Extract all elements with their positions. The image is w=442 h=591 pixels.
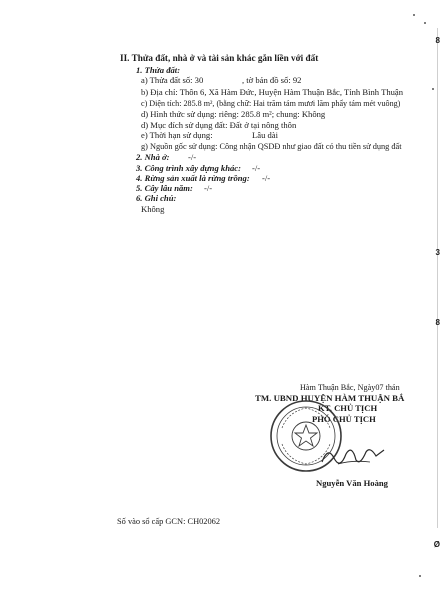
forest-label: 4. Rừng sản xuất là rừng trồng: xyxy=(136,173,250,183)
forest-value: -/- xyxy=(262,173,271,183)
scan-speck xyxy=(432,88,434,90)
construction-label: 3. Công trình xây dựng khác: xyxy=(136,163,241,173)
notes-label: 6. Ghi chú: xyxy=(136,193,177,203)
signer-role-deputy: KT. CHỦ TỊCH xyxy=(318,403,378,413)
edge-mark: 3 xyxy=(435,248,440,257)
usage-term-label: e) Thời hạn sử dụng: xyxy=(141,130,213,140)
page-edge-line xyxy=(437,28,438,528)
house-value: -/- xyxy=(188,152,197,162)
scan-speck xyxy=(413,14,415,16)
map-sheet-number: , tờ bản đồ số: 92 xyxy=(242,75,302,85)
construction-value: -/- xyxy=(252,163,261,173)
usage-term-value: Lâu dài xyxy=(252,130,279,140)
land-heading: 1. Thửa đất: xyxy=(136,65,181,75)
edge-mark: Ø xyxy=(433,540,440,549)
usage-purpose: d) Mục đích sử dụng đất: Đất ở tại nông thôn xyxy=(141,120,297,130)
land-address: b) Địa chỉ: Thôn 6, Xã Hàm Đức, Huyện Hàm Thuận Bắc, Tỉnh Bình Thuận xyxy=(141,87,404,97)
usage-form: d) Hình thức sử dụng: riêng: 285.8 m²; chung: Không xyxy=(141,109,326,119)
house-label: 2. Nhà ở: xyxy=(136,152,170,162)
scan-speck xyxy=(419,575,421,577)
perennial-value: -/- xyxy=(204,183,213,193)
perennial-label: 5. Cây lâu năm: xyxy=(136,183,193,193)
parcel-number: a) Thửa đất số: 30 xyxy=(141,75,204,85)
place-date: Hàm Thuận Bắc, Ngày07 thán xyxy=(300,383,400,392)
edge-mark: 8 xyxy=(435,318,440,327)
notes-value: Không xyxy=(141,204,165,214)
issuing-authority: TM. UBND HUYỆN HÀM THUẬN BẮ xyxy=(255,393,405,403)
scan-speck xyxy=(424,22,426,24)
handwritten-signature-icon xyxy=(318,440,388,470)
signer-role-vice-chair: PHÓ CHỦ TỊCH xyxy=(312,414,376,424)
signer-name: Nguyễn Văn Hoàng xyxy=(316,478,388,488)
section-title: II. Thửa đất, nhà ở và tài sản khác gắn liền với đất xyxy=(120,53,319,63)
land-area: c) Diện tích: 285.8 m², (bằng chữ: Hai trăm tám mươi lăm phẩy tám mét vuông) xyxy=(141,99,401,108)
edge-mark: 8 xyxy=(435,36,440,45)
usage-origin: g) Nguồn gốc sử dụng: Công nhận QSDĐ như giao đất có thu tiền sử dụng đất xyxy=(141,142,402,151)
registry-number: Số vào sổ cấp GCN: CH02062 xyxy=(117,517,221,526)
